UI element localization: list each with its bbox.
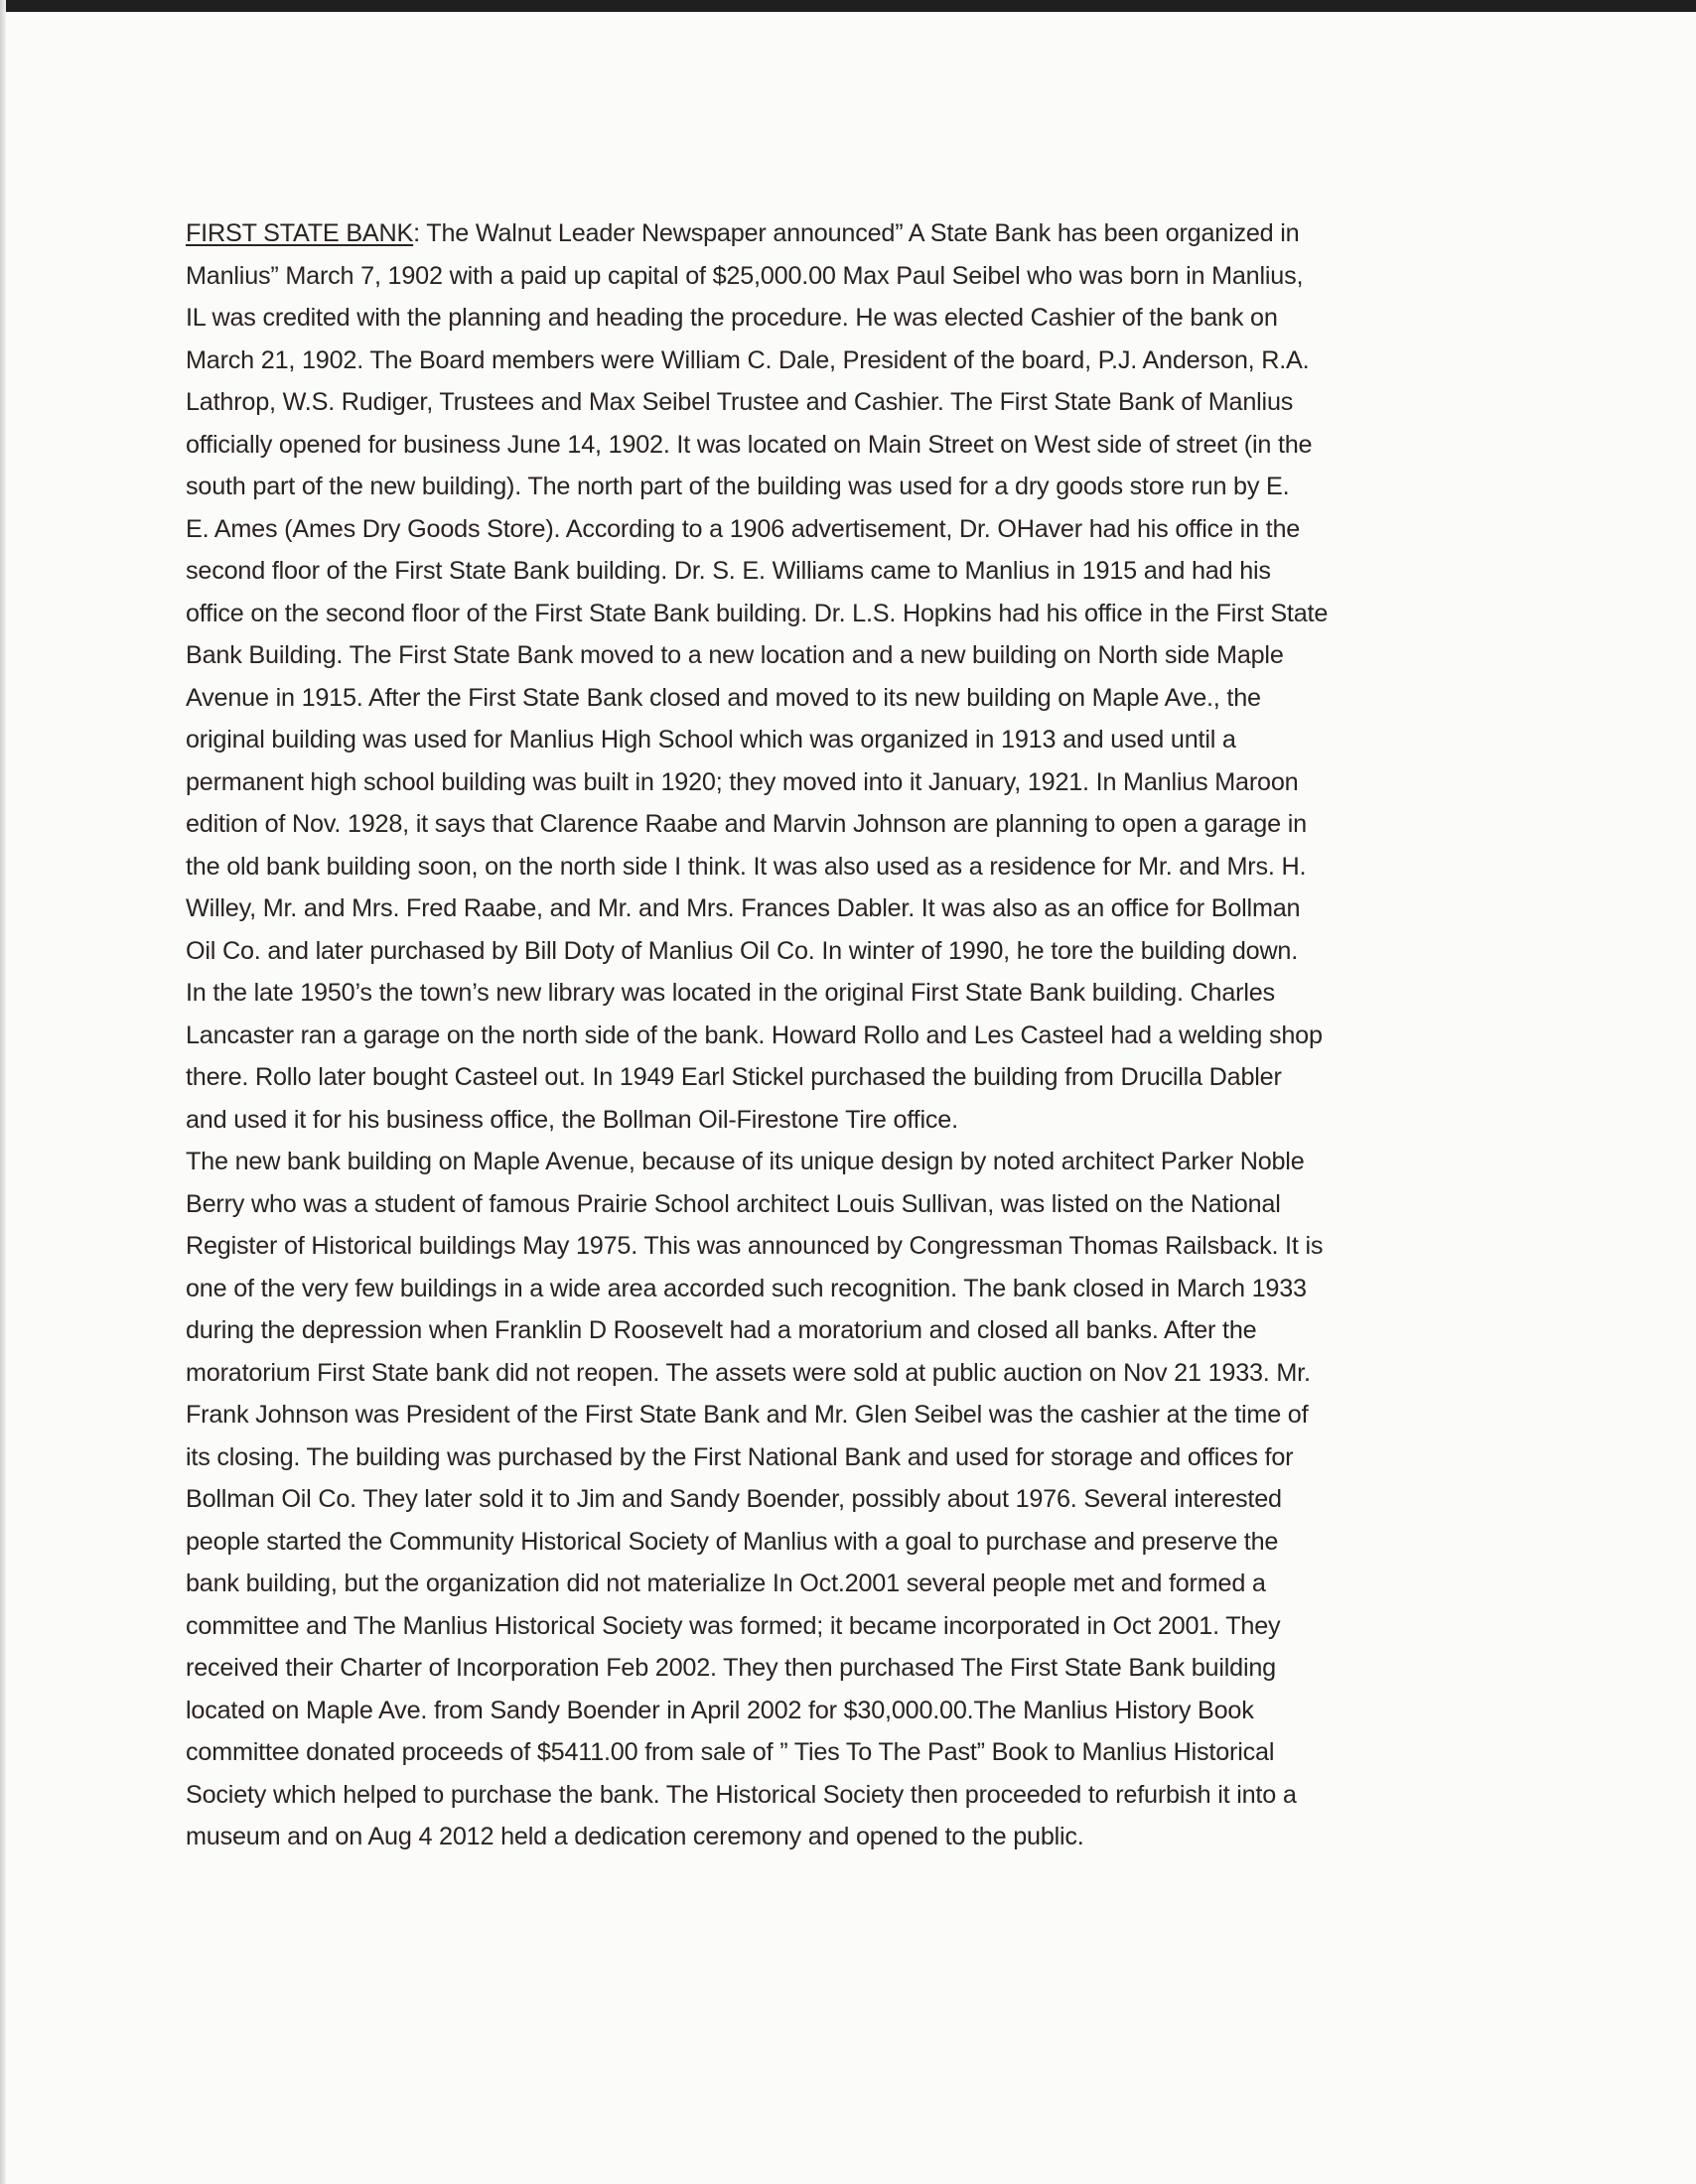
text-line: edition of Nov. 1928, it says that Clarence Raabe and Marvin Johnson are planning to open a garage in xyxy=(186,810,1307,838)
text-line: Lathrop, W.S. Rudiger, Trustees and Max Seibel Trustee and Cashier. The First State Bank of Manlius xyxy=(186,388,1294,416)
text-line-fragment: : The Walnut Leader Newspaper announced” A State Bank has been organized in xyxy=(413,219,1300,247)
text-line: and used it for his business office, the Bollman Oil-Firestone Tire office. xyxy=(186,1105,958,1134)
text-line: moratorium First State bank did not reopen. The assets were sold at public auction on Nov 21 1933. Mr. xyxy=(186,1358,1311,1387)
text-line: Manlius” March 7, 1902 with a paid up capital of $25,000.00 Max Paul Seibel who was born in Manlius, xyxy=(186,261,1304,290)
text-line: permanent high school building was built in 1920; they moved into it January, 1921. In Manlius Maroon xyxy=(186,767,1299,796)
text-line: second floor of the First State Bank building. Dr. S. E. Williams came to Manlius in 1915 and had his xyxy=(186,557,1271,585)
paragraph-maple-avenue-building xyxy=(186,1141,1472,1858)
text-line xyxy=(186,212,1472,255)
scan-left-edge xyxy=(0,0,6,2184)
text-line: original building was used for Manlius High School which was organized in 1913 and used until a xyxy=(186,726,1236,753)
paragraph-first-state-bank-history xyxy=(186,212,1472,1141)
text-line: Register of Historical buildings May 1975. This was announced by Congressman Thomas Railsback. It is xyxy=(186,1232,1324,1260)
text-line: Bank Building. The First State Bank moved to a new location and a new building on North side Maple xyxy=(186,641,1284,669)
text-line: IL was credited with the planning and heading the procedure. He was elected Cashier of the bank on xyxy=(186,304,1278,332)
text-line: E. Ames (Ames Dry Goods Store). According to a 1906 advertisement, Dr. OHaver had his office in the xyxy=(186,514,1301,543)
text-line: museum and on Aug 4 2012 held a dedication ceremony and opened to the public. xyxy=(186,1823,1084,1850)
text-line: March 21, 1902. The Board members were William C. Dale, President of the board, P.J. Anderson, R.A. xyxy=(186,345,1310,374)
text-line: there. Rollo later bought Casteel out. In 1949 Earl Stickel purchased the building from Drucilla Dabler xyxy=(186,1063,1282,1091)
text-line: Lancaster ran a garage on the north side of the bank. Howard Rollo and Les Casteel had a welding shop xyxy=(186,1021,1323,1049)
text-line: Avenue in 1915. After the First State Bank closed and moved to its new building on Maple Ave., the xyxy=(186,683,1261,712)
text-line: Frank Johnson was President of the First State Bank and Mr. Glen Seibel was the cashier at the time of xyxy=(186,1401,1309,1429)
text-line: during the depression when Franklin D Roosevelt had a moratorium and closed all banks. After the xyxy=(186,1316,1257,1344)
text-line: located on Maple Ave. from Sandy Boender in April 2002 for $30,000.00.The Manlius History Book xyxy=(186,1696,1254,1724)
text-line: officially opened for business June 14, 1902. It was located on Main Street on West side of street (in the xyxy=(186,430,1313,459)
document-body xyxy=(186,212,1472,1858)
text-line: the old bank building soon, on the north side I think. It was also used as a residence for Mr. and Mrs. H. xyxy=(186,852,1307,881)
text-line: one of the very few buildings in a wide area accorded such recognition. The bank closed in March 1933 xyxy=(186,1274,1307,1302)
text-line: south part of the new building). The north part of the building was used for a dry goods store run by E. xyxy=(186,473,1290,500)
document-heading: FIRST STATE BANK xyxy=(186,219,414,247)
text-line: Society which helped to purchase the bank. The Historical Society then proceeded to refurbish it into a xyxy=(186,1780,1297,1809)
text-line: people started the Community Historical Society of Manlius with a goal to purchase and preserve the xyxy=(186,1527,1279,1556)
text-line: office on the second floor of the First State Bank building. Dr. L.S. Hopkins had his office in the First State xyxy=(186,599,1329,627)
text-line: bank building, but the organization did not materialize In Oct.2001 several people met and formed a xyxy=(186,1570,1266,1597)
text-line: In the late 1950’s the town’s new library was located in the original First State Bank building. Charles xyxy=(186,979,1275,1007)
text-line: committee donated proceeds of $5411.00 from sale of ” Ties To The Past” Book to Manlius Historical xyxy=(186,1738,1275,1766)
text-line: received their Charter of Incorporation Feb 2002. They then purchased The First State Bank building xyxy=(186,1654,1276,1682)
text-line: The new bank building on Maple Avenue, because of its unique design by noted architect Parker Noble xyxy=(186,1148,1305,1175)
text-line: Bollman Oil Co. They later sold it to Jim and Sandy Boender, possibly about 1976. Several interested xyxy=(186,1485,1282,1513)
scan-top-edge xyxy=(0,0,1696,12)
text-line: Berry who was a student of famous Prairie School architect Louis Sullivan, was listed on the National xyxy=(186,1189,1281,1218)
text-line: its closing. The building was purchased by the First National Bank and used for storage and offices for xyxy=(186,1442,1294,1471)
text-line: Willey, Mr. and Mrs. Fred Raabe, and Mr. and Mrs. Frances Dabler. It was also as an office for Bollman xyxy=(186,894,1301,922)
text-line: committee and The Manlius Historical Society was formed; it became incorporated in Oct 2001. They xyxy=(186,1611,1281,1640)
text-line: Oil Co. and later purchased by Bill Doty of Manlius Oil Co. In winter of 1990, he tore the building down. xyxy=(186,936,1299,965)
